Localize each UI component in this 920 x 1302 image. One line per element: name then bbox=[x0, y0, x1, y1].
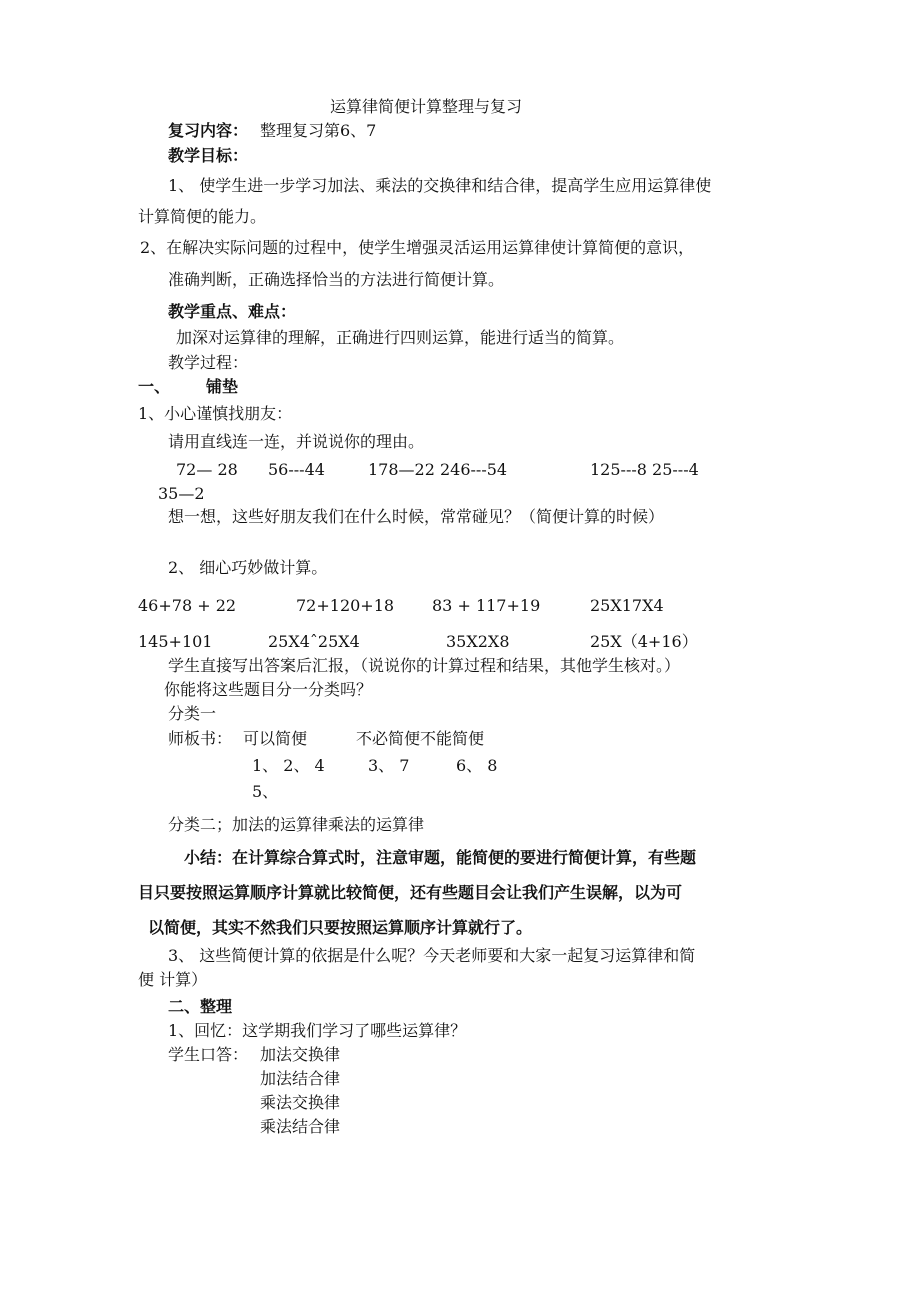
pair-2: 56---44 bbox=[268, 460, 325, 479]
content-text: 整理复习第6、7 bbox=[260, 121, 377, 140]
think-question: 想一想，这些好朋友我们在什么时候，常常碰见？（简便计算的时候） bbox=[168, 507, 665, 526]
goal-2-line-2: 准确判断，正确选择恰当的方法进行简便计算。 bbox=[168, 270, 505, 289]
summary-line-1: 小结：在计算综合算式时，注意审题，能简便的要进行简便计算，有些题 bbox=[184, 848, 697, 867]
law-4: 乘法结合律 bbox=[260, 1117, 341, 1136]
calc-2: 72+120+18 bbox=[296, 596, 395, 615]
section-1-title: 铺垫 bbox=[206, 377, 239, 396]
board-label: 师板书： bbox=[168, 729, 233, 748]
goal-2-line-1: 2、在解决实际问题的过程中，使学生增强灵活运用运算律使计算简便的意识， bbox=[140, 238, 695, 257]
board-numbers-2: 3、 7 bbox=[368, 756, 410, 775]
section-1-number: 一、 bbox=[138, 377, 171, 396]
law-2: 加法结合律 bbox=[260, 1069, 341, 1088]
board-cannot-simplify: 不必简便不能简便 bbox=[356, 729, 485, 748]
calc-3: 83 + 117+19 bbox=[432, 596, 541, 615]
item-3-line-1: 3、 这些简便计算的依据是什么呢？今天老师要和大家一起复习运算律和简 bbox=[168, 946, 696, 965]
item-2-title: 2、 细心巧妙做计算。 bbox=[168, 558, 328, 577]
pair-3: 178—22 246---54 bbox=[368, 460, 508, 479]
calc-1: 46+78 + 22 bbox=[138, 596, 237, 615]
classify-question: 你能将这些题目分一分类吗？ bbox=[164, 680, 373, 699]
calc-4: 25X17X4 bbox=[590, 596, 664, 615]
goals-label: 教学目标： bbox=[168, 146, 249, 165]
keypoints-text: 加深对运算律的理解，正确进行四则运算，能进行适当的简算。 bbox=[176, 328, 625, 347]
class-2-text: 分类二；加法的运算律乘法的运算律 bbox=[168, 815, 425, 834]
goal-1-line-1: 1、 使学生进一步学习加法、乘法的交换律和结合律，提高学生应用运算律使 bbox=[168, 176, 712, 195]
item-1-title: 1、小心谨慎找朋友： bbox=[138, 404, 293, 423]
board-numbers-4: 5、 bbox=[252, 782, 279, 801]
content-label: 复习内容： bbox=[168, 121, 249, 140]
summary-line-3: 以简便，其实不然我们只要按照运算顺序计算就行了。 bbox=[148, 918, 533, 937]
process-label: 教学过程： bbox=[168, 353, 249, 372]
pair-5: 35—2 bbox=[158, 484, 205, 503]
law-1: 加法交换律 bbox=[260, 1045, 341, 1064]
item-1-instruction: 请用直线连一连，并说说你的理由。 bbox=[168, 432, 425, 451]
item-3-line-2: 便 计算） bbox=[138, 970, 208, 989]
goal-1-line-2: 计算简便的能力。 bbox=[138, 207, 267, 226]
recall-question: 1、回忆：这学期我们学习了哪些运算律？ bbox=[168, 1021, 467, 1040]
calc-7: 35X2X8 bbox=[446, 632, 510, 651]
board-can-simplify: 可以简便 bbox=[243, 729, 308, 748]
doc-title: 运算律简便计算整理与复习 bbox=[330, 97, 523, 116]
board-numbers-1: 1、 2、 4 bbox=[252, 756, 325, 775]
answer-label: 学生口答： bbox=[168, 1045, 249, 1064]
board-numbers-3: 6、 8 bbox=[456, 756, 498, 775]
pair-1: 72— 28 bbox=[176, 460, 238, 479]
law-3: 乘法交换律 bbox=[260, 1093, 341, 1112]
calc-8: 25X（4+16） bbox=[590, 632, 698, 651]
report-text: 学生直接写出答案后汇报，（说说你的计算过程和结果，其他学生核对。） bbox=[168, 656, 681, 675]
calc-6: 25X4ˆ25X4 bbox=[268, 632, 360, 651]
summary-line-2: 目只要按照运算顺序计算就比较简便，还有些题目会让我们产生误解，以为可 bbox=[138, 883, 683, 902]
calc-5: 145+101 bbox=[138, 632, 213, 651]
class-1-label: 分类一 bbox=[168, 704, 217, 723]
keypoints-label: 教学重点、难点： bbox=[168, 302, 297, 321]
pair-4: 125---8 25---4 bbox=[590, 460, 699, 479]
section-2-title: 二、整理 bbox=[168, 997, 233, 1016]
